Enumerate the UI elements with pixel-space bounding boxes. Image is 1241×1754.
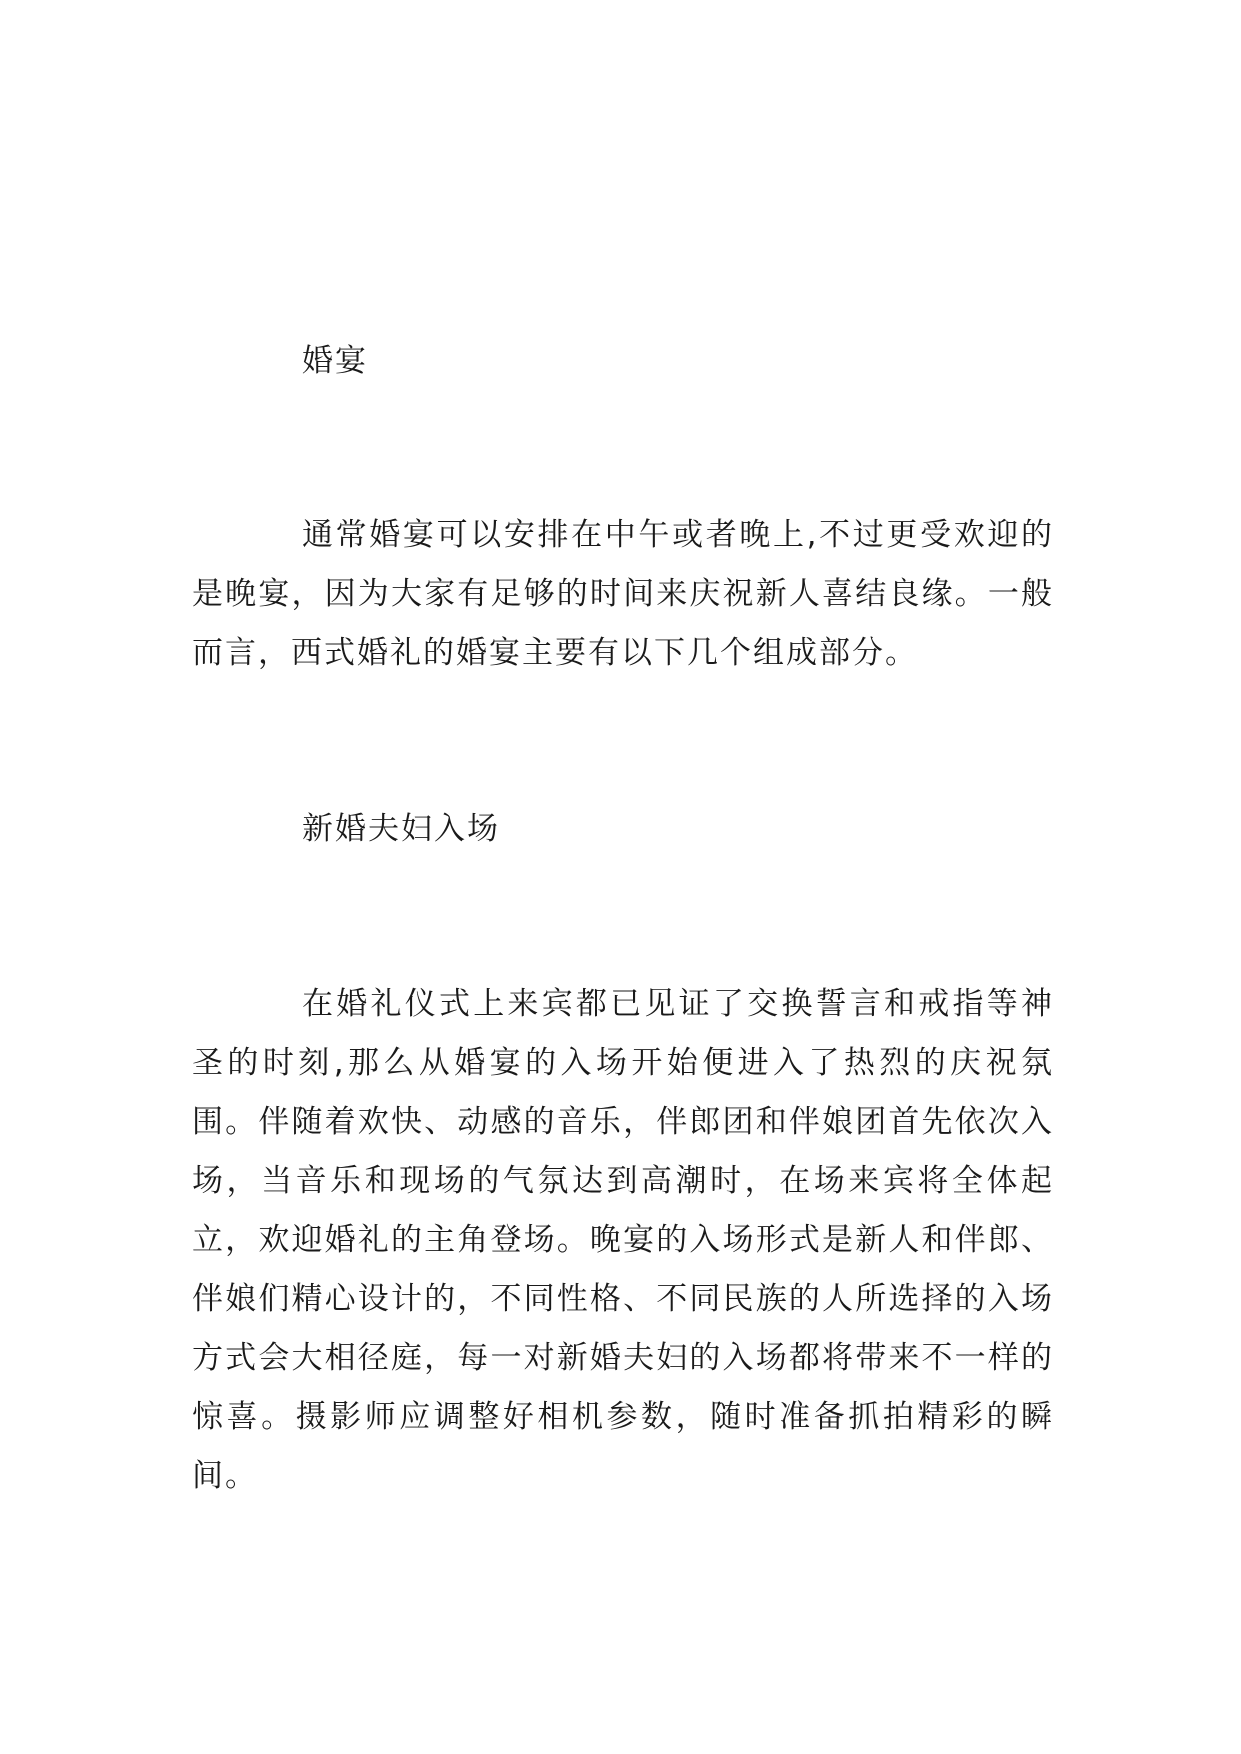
section-heading-couple-entrance: 新婚夫妇入场 — [302, 811, 500, 847]
section-paragraph-wedding-banquet: 通常婚宴可以安排在中午或者晚上,不过更受欢迎的是晚宴，因为大家有足够的时间来庆祝新人喜结良缘。一般而言，西式婚礼的婚宴主要有以下几个组成部分。 — [192, 517, 1054, 671]
section-heading-wedding-banquet: 婚宴 — [302, 343, 368, 379]
section-paragraph-couple-entrance: 在婚礼仪式上来宾都已见证了交换誓言和戒指等神圣的时刻,那么从婚宴的入场开始便进入了热烈的庆祝氛围。伴随着欢快、动感的音乐，伴郎团和伴娘团首先依次入场，当音乐和现场的气氛达到高潮时，在场来宾将全体起立，欢迎婚礼的主角登场。晚宴的入场形式是新人和伴郎、伴娘们精心设计的，不同性格、不同民族的人所选择的入场方式会大相径庭，每一对新婚夫妇的入场都将带来不一样的惊喜。摄影师应调整好相机参数，随时准备抓拍精彩的瞬间。 — [192, 986, 1054, 1494]
